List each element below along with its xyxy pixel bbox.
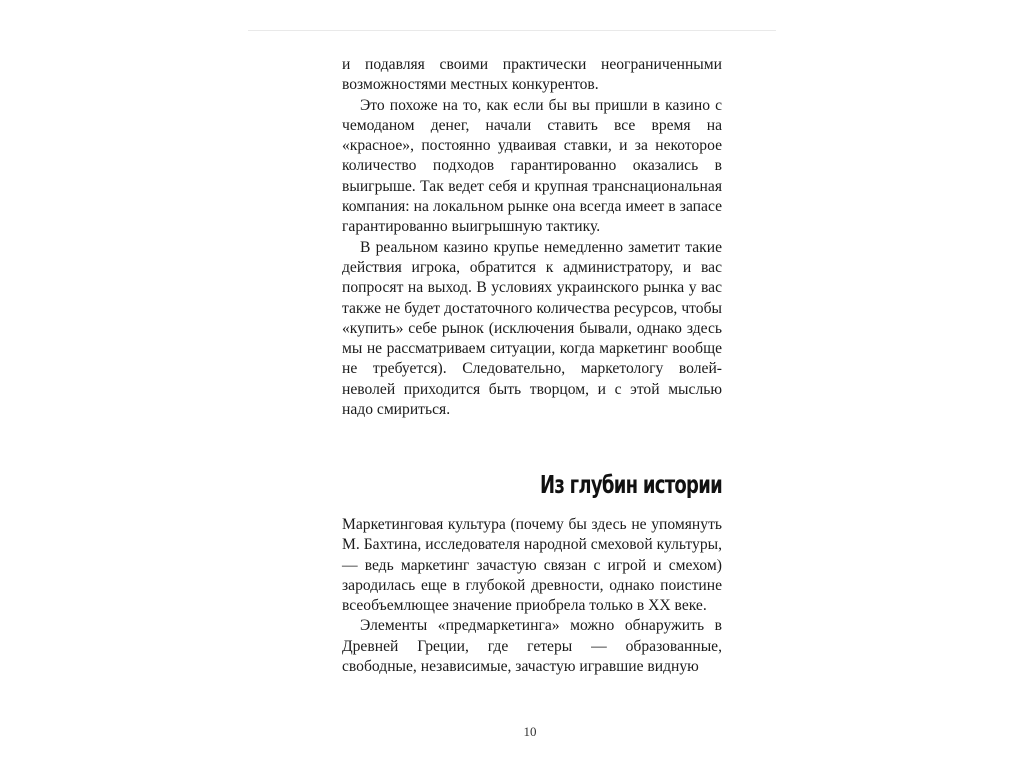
top-divider — [248, 30, 776, 31]
page-number: 10 — [523, 724, 537, 739]
paragraph-marketing-culture: Маркетинговая культура (почему бы здесь не упомянуть М. Бахтина, исследователя народной смеховой культуры,— ведь маркетинг зачастую связан с игрой и смехом) зародилась еще в глубокой древности, однако поистине всеобъемлющее значение приобрела только в XX веке. — [342, 516, 722, 615]
text-block-top — [342, 55, 722, 420]
paragraph-casino-analogy: Это похоже на то, как если бы вы пришли в казино с чемоданом денег, начали ставить все время на «красное», постоянно удваивая ставки, и за некоторое количество подходов гарантированно оказались в выигрыше. Так ведет себя и крупная транснациональная компания: на локальном рынке она всегда имеет в запасе гарантированно выигрышную тактику. — [342, 96, 722, 236]
text-block-bottom — [342, 515, 722, 677]
paragraph-premarketing: Элементы «предмаркетинга» можно обнаружить в Древней Греции, где гетеры — образованные, свободные, независимые, зачастую игравшие видную — [342, 617, 722, 676]
section-heading: Из глубин истории — [540, 470, 722, 499]
paragraph-real-casino: В реальном казино крупье немедленно заметит такие действия игрока, обратится к администратору, и вас попросят на выход. В условиях украинского рынка у вас также не будет достаточного количества ресурсов, чтобы «купить» себе рынок (исключения бывали, однако здесь мы не рассматриваем ситуации, когда маркетинг вообще не требуется). Следовательно, маркетологу волей-неволей приходится быть творцом, и с этой мыслью надо смириться. — [342, 238, 722, 419]
paragraph-continuation: и подавляя своими практически неограниченными возможностями местных конкурентов. — [342, 56, 722, 94]
